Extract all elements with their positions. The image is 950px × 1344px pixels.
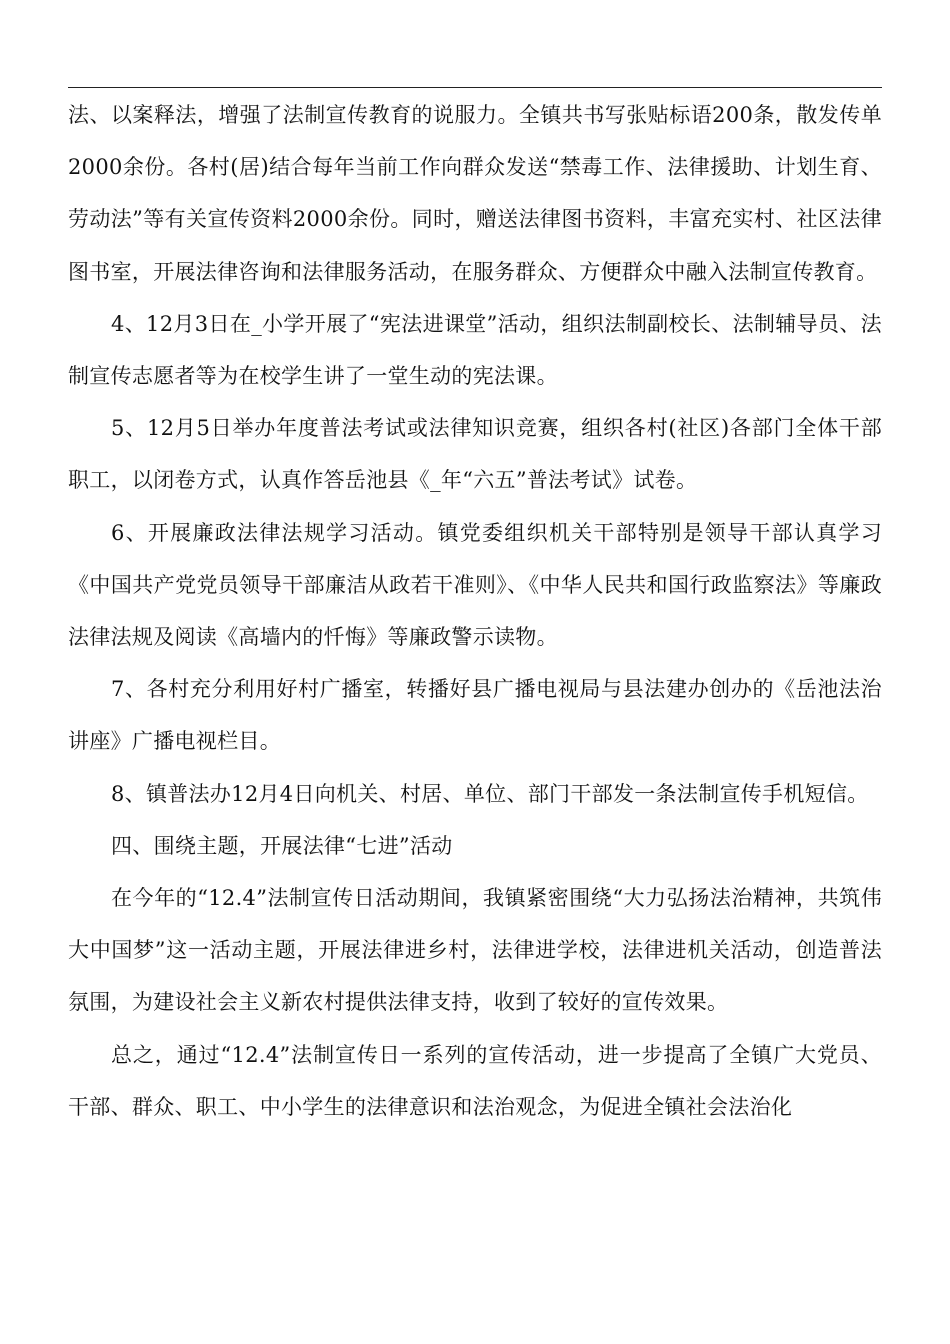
paragraph-item-6: 6、开展廉政法律法规学习活动。镇党委组织机关干部特别是领导干部认真学习《中国共产党党员领导干部廉洁从政若干准则》、《中华人民共和国行政监察法》等廉政法律法规及阅读《高墙内的忏悔》等廉政警示读物。 (68, 520, 882, 650)
paragraph-item-5: 5、12月5日举办年度普法考试或法律知识竞赛，组织各村(社区)各部门全体干部职工，以闭卷方式，认真作答岳池县《_年“六五”普法考试》试卷。 (68, 416, 882, 493)
document-body (68, 89, 882, 1133)
section-heading: 四、围绕主题，开展法律“七进”活动 (111, 833, 453, 858)
paragraph-item-7: 7、各村充分利用好村广播室，转播好县广播电视局与县法建办创办的《岳池法治讲座》广播电视栏目。 (68, 677, 882, 754)
header-rule (68, 87, 882, 88)
paragraph-conclusion: 总之，通过“12.4”法制宣传日一系列的宣传活动，进一步提高了全镇广大党员、干部、群众、职工、中小学生的法律意识和法治观念，为促进全镇社会法治化 (68, 1042, 882, 1119)
paragraph-item-4: 4、12月3日在_小学开展了“宪法进课堂”活动，组织法制副校长、法制辅导员、法制宣传志愿者等为在校学生讲了一堂生动的宪法课。 (68, 311, 882, 389)
paragraph-activity-summary: 在今年的“12.4”法制宣传日活动期间，我镇紧密围绕“大力弘扬法治精神，共筑伟大中国梦”这一活动主题，开展法律进乡村，法律进学校，法律进机关活动，创造普法氛围，为建设社会主义新农村提供法律支持，收到了较好的宣传效果。 (68, 886, 882, 1015)
paragraph-item-8: 8、镇普法办12月4日向机关、村居、单位、部门干部发一条法制宣传手机短信。 (111, 781, 869, 806)
paragraph-continued: 法、以案释法，增强了法制宣传教育的说服力。全镇共书写张贴标语200条，散发传单2000余份。各村(居)结合每年当前工作向群众发送“禁毒工作、法律援助、计划生育、劳动法”等有关宣传资料2000余份。同时，赠送法律图书资料，丰富充实村、社区法律图书室，开展法律咨询和法律服务活动，在服务群众、方便群众中融入法制宣传教育。 (68, 103, 882, 284)
